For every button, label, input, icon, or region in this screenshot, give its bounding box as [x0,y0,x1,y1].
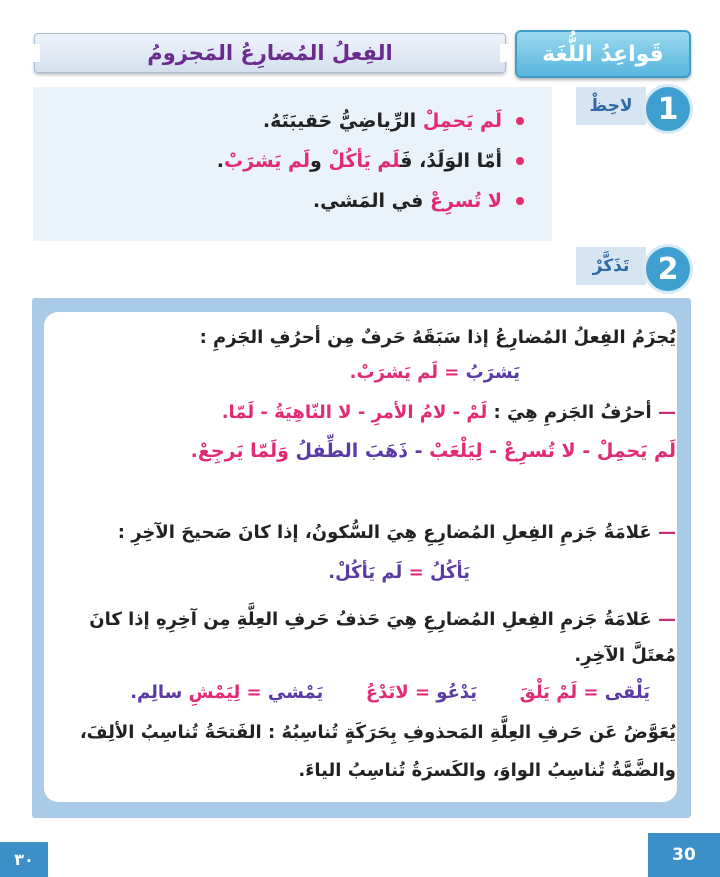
example-text: أمّا الوَلَدُ، فَ [400,150,502,172]
equals-sign: = [402,562,430,583]
example-text: و [310,150,329,172]
example-verb: لَم يَأكُلْ [335,562,403,583]
observe-label-box [576,87,646,125]
rule-3 [66,522,676,543]
lesson-title: الفِعلُ المُضارِعُ المَجزومُ [147,41,393,65]
rule-2 [66,402,676,423]
example-verb: يَشرَبُ [465,362,520,383]
equals-sign: = [408,682,437,703]
banner-notch-right [500,44,510,62]
rule-4 [66,602,676,674]
remember-label: تَذَكَّرْ [592,256,630,276]
example-verb: لَم يَشرَبْ [224,150,311,172]
section-number-2-text: 2 [657,251,679,287]
page-number-arabic: ٣٠ [0,842,48,877]
rule-5-line-2: والضَّمَّةُ تُناسِبُ الواوَ، والكَسرَةُ تُناسِبُ الياءَ. [298,760,676,781]
example-verb: لَمْ يَلْقَ [519,682,578,703]
section-number-1-text: 1 [657,91,679,127]
example-verb: يَدْعُو [436,682,478,703]
lesson-title-banner [34,33,506,73]
rule-2-examples [66,440,676,462]
rule-text: عَلامَةُ جَزمِ الفِعلِ المُضارِعِ هِيَ السُّكونُ، إذا كانَ صَحيحَ الآخِرِ : [117,522,658,543]
example-verb: وَلَمّا يَرجِعْ [197,440,289,462]
rule-text: أحرُفُ الجَزمِ هِيَ : [487,402,658,423]
example-verb: لِيَمْشِ [188,682,241,703]
banner-notch-left [30,44,40,62]
equals-sign: = [577,682,605,703]
example-verb: لاتَدْعُ [365,682,409,703]
equals-sign: = [438,362,466,383]
example-verb: لَم يَأكُلْ [328,150,401,172]
example-text: سالِم. [130,682,189,703]
observe-box [33,87,552,241]
observe-item-3 [54,189,524,213]
section-number-2 [643,244,693,294]
equals-sign: = [240,682,268,703]
section-tag-label: قَواعِدُ اللُّغَة [542,41,664,67]
bullet-dash: — [658,522,676,543]
punctuation: . [190,440,198,462]
bullet-dash: — [658,402,676,423]
example-verb: يَأكُلُ [429,562,470,583]
bullet-dash: — [658,609,676,630]
section-number-1 [643,84,693,134]
example-verb: لا تُسرِعْ [429,190,502,212]
observe-item-2 [54,149,524,173]
section-tag [515,30,691,78]
example-text: في المَشي. [312,190,430,212]
rule-1-example [120,362,520,383]
remember-label-box [576,247,646,285]
example-text: . [216,150,225,172]
observe-list [54,109,524,229]
example-verb: لَم يَحمِلْ [422,110,502,132]
rule-3-example [120,562,470,583]
example-text: - ذَهَبَ الطِّفلُ [288,440,430,462]
page-number: 30 [648,833,720,877]
rule-1: يُجزَمُ الفِعلُ المُضارِعُ إذا سَبَقَهُ حَرفٌ مِن أحرُفِ الجَزمِ : [199,327,676,348]
punctuation: . [349,362,357,383]
punctuation: . [221,402,229,423]
observe-item-1 [54,109,524,133]
rule-text: عَلامَةُ جَزمِ الفِعلِ المُضارِعِ هِيَ حَذفُ حَرفِ العِلَّةِ مِن آخِرِهِ إذا كانَ مُعتَلَّ الآخِرِ. [89,609,676,666]
jazm-particles: لَمْ - لامُ الأمرِ - لا النّاهِيَةُ - لَمّا [228,402,488,423]
rule-4-examples [70,682,650,703]
example-verb: يَلْقى [604,682,650,703]
rule-5-line-1: يُعَوَّضُ عَن حَرفِ العِلَّةِ المَحذوفِ بِحَرَكَةٍ تُناسِبُهُ : الفَتحَةُ تُناسِبُ الألِفَ، [79,722,676,743]
observe-label: لاحِظْ [589,96,633,116]
example-verb: لَم يَحمِلْ - لا تُسرِعْ - لِيَلْعَبْ [429,440,676,462]
example-verb: لَم يَشرَبْ [356,362,438,383]
example-text: الرِّياضِيُّ حَقيبَتَهُ. [262,110,423,132]
punctuation: . [328,562,336,583]
example-verb: يَمْشي [267,682,324,703]
